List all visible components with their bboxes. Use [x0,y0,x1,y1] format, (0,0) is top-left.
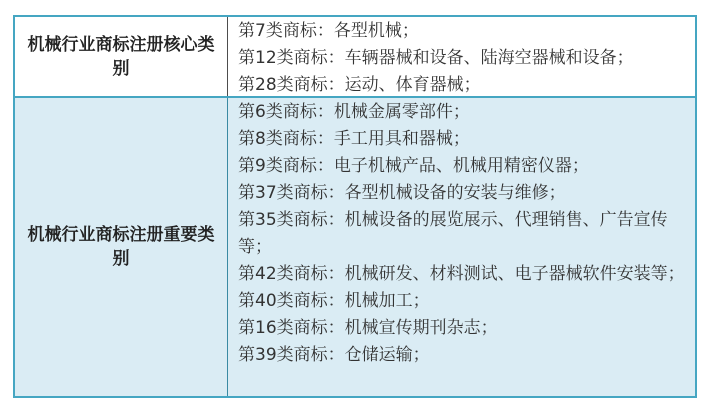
category-items-important [228,98,695,396]
trademark-class-item: 第7类商标：各型机械； [238,21,419,41]
trademark-class-item: 第8类商标：手工用具和器械； [238,129,470,149]
category-header-core: 机械行业商标注册核心类别 [15,17,228,96]
category-items-core [228,17,695,96]
trademark-class-item: 第9类商标：电子机械产品、机械用精密仪器； [238,156,589,176]
trademark-class-item: 第16类商标：机械宣传期刊杂志； [238,318,498,338]
table-row-important-categories [15,98,695,396]
trademark-class-item: 第12类商标：车辆器械和设备、陆海空器械和设备； [238,48,634,68]
trademark-category-table [13,15,697,398]
trademark-class-item: 第40类商标：机械加工； [238,291,430,311]
trademark-class-item: 第6类商标：机械金属零部件； [238,102,470,122]
category-header-important: 机械行业商标注册重要类别 [15,98,228,396]
trademark-class-item: 第39类商标：仓储运输； [238,345,430,365]
trademark-class-item: 第28类商标：运动、体育器械； [238,75,481,95]
trademark-class-item: 第42类商标：机械研发、材料测试、电子器械软件安装等； [238,264,685,284]
trademark-class-item: 第35类商标：机械设备的展览展示、代理销售、广告宣传等； [238,210,668,257]
trademark-class-item: 第37类商标：各型机械设备的安装与维修； [238,183,566,203]
table-row-core-categories [15,17,695,98]
